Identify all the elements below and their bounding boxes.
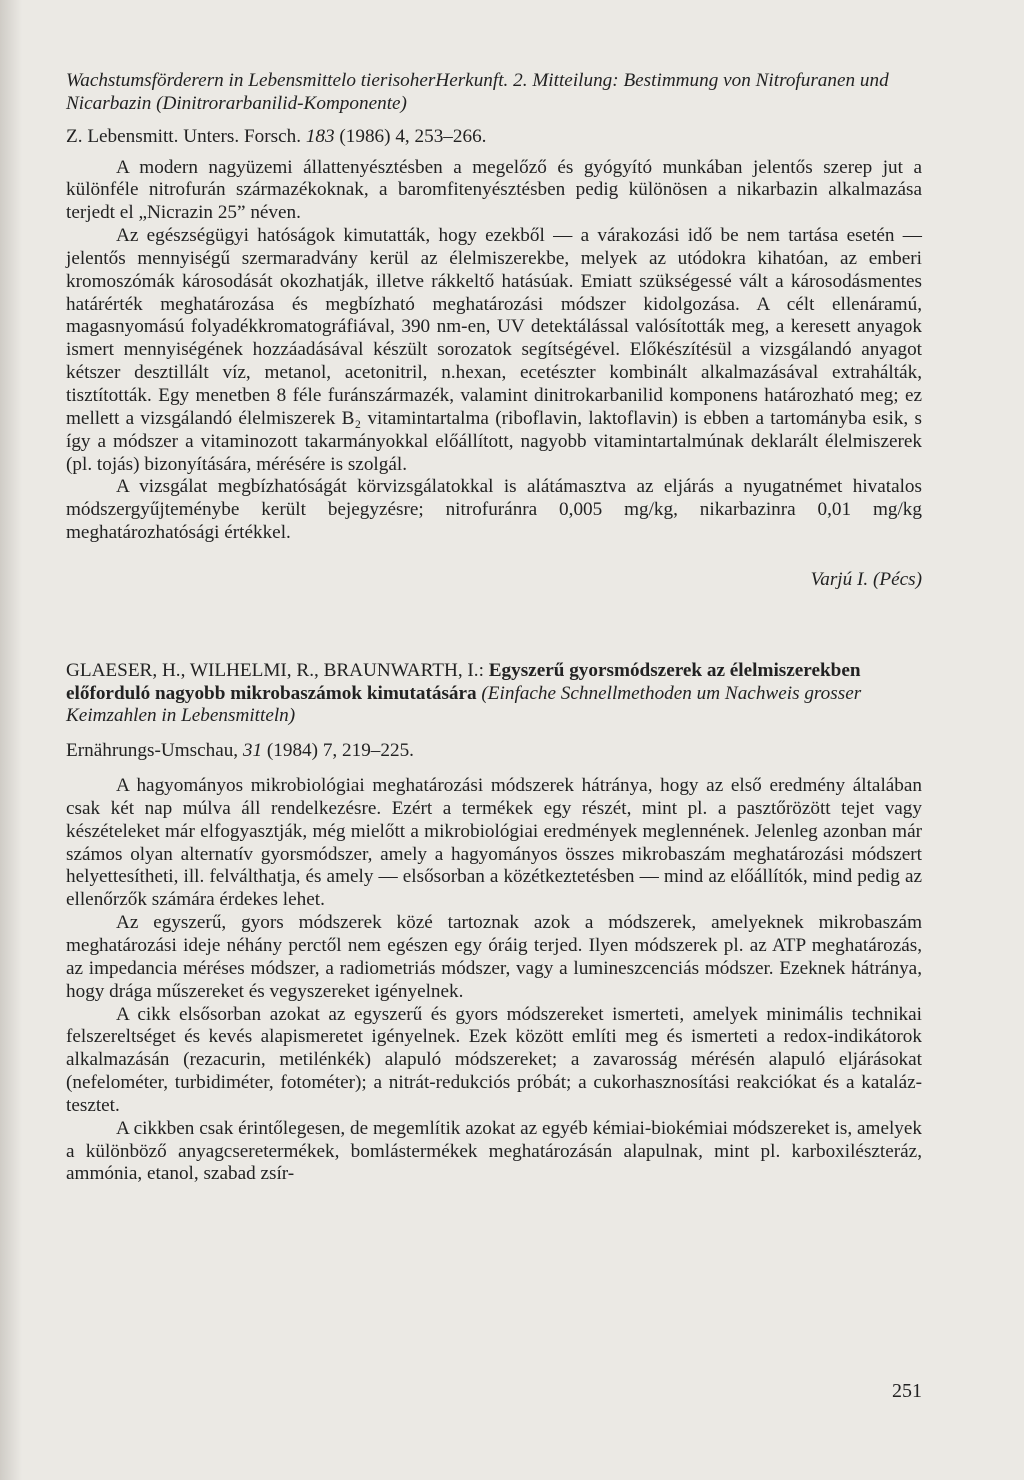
citation-journal: Z. Lebensmitt. Unters. Forsch. — [66, 125, 306, 147]
article-2-authors: GLAESER, H., WILHELMI, R., BRAUNWARTH, I.: — [66, 659, 489, 681]
article-2-citation — [66, 740, 922, 763]
article-2-paragraph: A cikkben csak érintőlegesen, de megemlítik azokat az egyéb kémiai-biokémiai módszereket is, amelyek a különböző anyagcseretermékek, bomlástermékek meghatározásán alapulnak, mint pl. karboxilészteráz, ammónia, etanol, szabad zsír- — [66, 1117, 922, 1185]
article-2-paragraph: A cikk elsősorban azokat az egyszerű és gyors módszereket ismerteti, amelyek minimális technikai felszereltséget és kevés alapismeretet igényelnek. Ezek között említi meg és ismerteti a redox-indikátorok alkalmazásán (rezacurin, metilénkék) alapuló módszereket; a zavarosság mérésén alapuló eljárásokat (nefelométer, turbidiméter, fotométer); a nitrát-redukciós próbát; a cukorhasznosítási reakciókat és a kataláz-tesztet. — [66, 1003, 922, 1116]
article-1-title: Wachstumsförderern in Lebensmittelo tierisoherHerkunft. 2. Mitteilung: Bestimmung von Nitrofuranen und Nicarbazin (Dinitrorarbanilid-Komponente) — [66, 70, 889, 114]
citation-volume: 31 — [242, 740, 263, 762]
article-2-title-hungarian: Egyszerű gyorsmódszerek az élelmiszerekben előforduló nagyobb mikrobaszámok kimutatására — [66, 659, 861, 704]
article-1-paragraph: A modern nagyüzemi állattenyésztésben a megelőző és gyógyító munkában jelentős szerep jut a különféle nitrofurán származékoknak, a baromfitenyésztésben pedig különösen a nikarbazin alkalmazása terjedt el „Nicrazin 25” néven. — [66, 156, 922, 224]
article-1-paragraph: A vizsgálat megbízhatóságát körvizsgálatokkal is alátámasztva az eljárás a nyugatnémet hivatalos módszergyűjteménybe került bejegyzésre; nitrofuránra 0,005 mg/kg, nikarbazinra 0,01 mg/kg meghatározhatósági értékkel. — [66, 476, 922, 544]
article-2-heading — [66, 660, 922, 729]
scan-edge-shadow — [0, 0, 22, 1480]
citation-issue-pages: (1984) 7, 219–225. — [262, 740, 414, 762]
article-1-citation — [66, 126, 922, 149]
page-number: 251 — [892, 1380, 922, 1402]
citation-issue-pages: (1986) 4, 253–266. — [334, 125, 487, 147]
article-2-paragraph: A hagyományos mikrobiológiai meghatározási módszerek hátránya, hogy az első eredmény általában csak két nap múlva áll rendelkezésre. Ezért a termékek egy részét, mint pl. a pasztőrözött tejet vagy készételeket már elfogyasztják, még mielőtt a mikrobiológiai eredmények meglennének. Jelenleg azonban már számos olyan alternatív gyorsmódszer, amely a hagyományos összes mikrobaszám meghatározási módszert helyettesítheti, ill. felválthatja, és amely — elsősorban a közétkeztetésben — mind az előállítók, mind pedig az ellenőrzők számára érdekes lehet. — [66, 775, 922, 911]
article-1-reviewer-signature: Varjú I. (Pécs) — [810, 568, 922, 590]
article-1 — [66, 70, 922, 592]
article-2-title-german: (Einfache Schnellmethoden um Nachweis grosser Keimzahlen in Lebensmitteln) — [66, 682, 862, 727]
citation-volume: 183 — [305, 125, 335, 147]
citation-journal: Ernährungs-Umschau, — [66, 740, 243, 762]
article-2-paragraph: Az egyszerű, gyors módszerek közé tartoznak azok a módszerek, amelyeknek mikrobaszám meghatározási ideje néhány perctől nem egészen egy óráig terjed. Ilyen módszerek pl. az ATP meghatározás, az impedancia méréses módszer, a radiometriás módszer, vagy a lumineszcenciás módszer. Ezeknek hátránya, hogy drága műszereket és vegyszereket igényelnek. — [66, 912, 922, 1002]
article-1-paragraph: Az egészségügyi hatóságok kimutatták, hogy ezekből — a várakozási idő be nem tartása esetén — jelentős mennyiségű szermaradvány kerül az élelmiszerekbe, melyek az utódokra kihatóan, az emberi kromoszómák károsodását okozhatják, illetve rákkeltő hatásúak. Emiatt szükségessé vált a károsodásmentes határérték meghatározása és megbízható meghatározási módszer kidolgozása. A célt ellenáramú, magasnyomású folyadékkromatográfiával, 390 nm-en, UV detektálással valósították meg, a keresett anyagok ismert mennyiségének hozzáadásával készült sorozatok segítségével. Előkészítésül a vizsgálandó anyagot kétszer desztillált víz, metanol, acetonitril, n.hexan, ecetészter kombinált alkalmazásával extrahálták, tisztították. Egy menetben 8 féle furánszármazék, valamint dinitrokarbanilid komponens határozható meg; ez mellett a vizsgálandó élelmiszerek B₂ vitamintartalma (riboflavin, laktoflavin) is ebben a tartományba esik, s így a módszer a vitaminozott takarmányokkal előállított, nagyobb vitamintartalmúnak deklarált élelmiszerek (pl. tojás) bizonyítására, mérésére is szolgál. — [66, 225, 922, 475]
page-content — [66, 70, 922, 1186]
article-2 — [66, 660, 922, 1187]
